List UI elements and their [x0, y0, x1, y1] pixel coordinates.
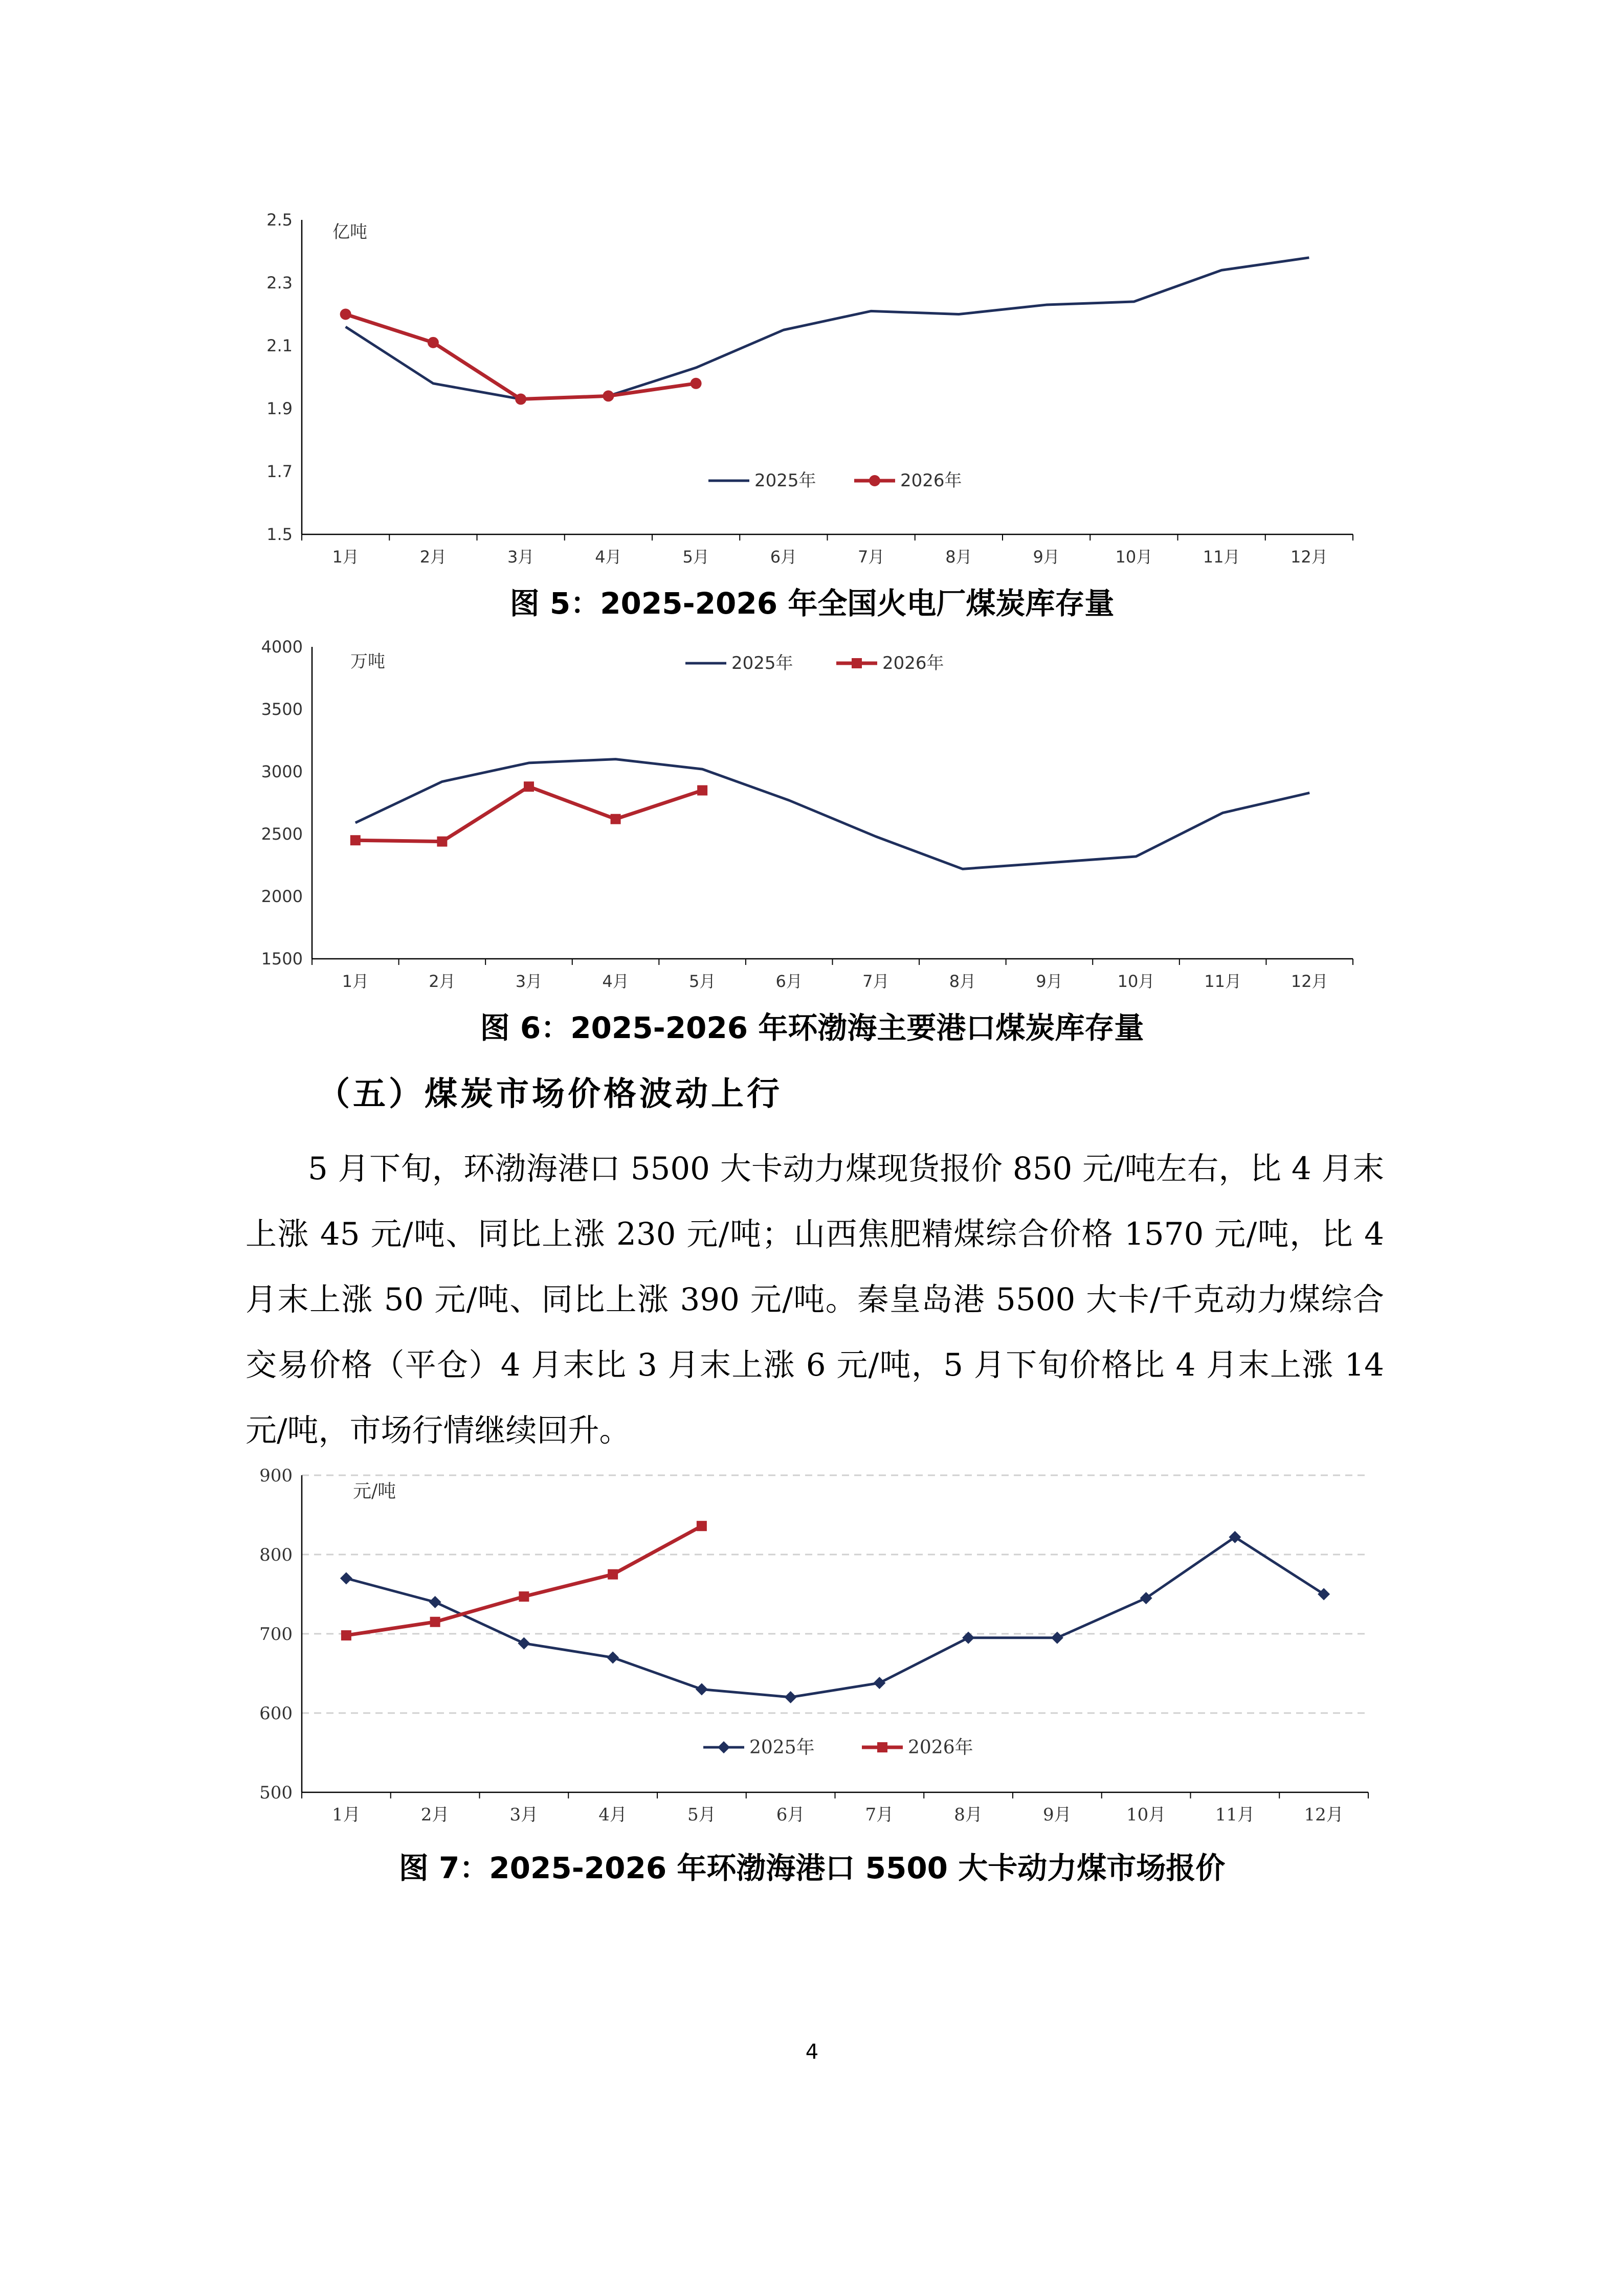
- y-tick-label: 600: [259, 1703, 293, 1724]
- x-tick-label: 12月: [1304, 1805, 1344, 1825]
- x-tick-label: 3月: [509, 1805, 539, 1825]
- chart-coal-price: [235, 1462, 1412, 1851]
- x-tick-label: 6月: [776, 1805, 805, 1825]
- x-tick-label: 5月: [688, 972, 716, 991]
- x-tick-label: 9月: [1033, 547, 1060, 567]
- x-tick-label: 7月: [862, 972, 889, 991]
- data-point: [340, 309, 351, 320]
- series-line: [355, 759, 1309, 869]
- figure-5-caption: 图 5：2025-2026 年全国火电厂煤炭库存量: [509, 586, 1115, 621]
- x-tick-label: 1月: [342, 972, 369, 991]
- x-tick-label: 10月: [1115, 547, 1153, 567]
- x-tick-label: 11月: [1204, 972, 1241, 991]
- data-point: [350, 835, 361, 845]
- legend-label: 2026年: [908, 1737, 973, 1758]
- x-tick-label: 4月: [595, 547, 622, 567]
- x-tick-label: 9月: [1043, 1805, 1072, 1825]
- legend-label: 2026年: [882, 653, 944, 674]
- x-tick-label: 7月: [857, 547, 885, 567]
- legend-label: 2025年: [731, 653, 793, 674]
- series-line: [346, 1537, 1324, 1697]
- page-number: 4: [805, 2040, 819, 2064]
- series-line: [346, 1526, 702, 1635]
- x-tick-label: 10月: [1117, 972, 1155, 991]
- paragraph-line: 5 月下旬，环渤海港口 5500 大卡动力煤现货报价 850 元/吨左右，比 4 月末: [308, 1151, 1384, 1187]
- x-tick-label: 3月: [507, 547, 535, 567]
- legend-label: 2025年: [749, 1737, 815, 1758]
- series-line: [346, 314, 696, 399]
- data-point: [603, 390, 614, 401]
- x-tick-label: 6月: [775, 972, 803, 991]
- x-tick-label: 11月: [1203, 547, 1240, 567]
- data-point: [877, 1742, 887, 1752]
- data-point: [430, 1617, 440, 1627]
- body-paragraph: [246, 1136, 1384, 1464]
- paragraph-line: 月末上涨 50 元/吨、同比上涨 390 元/吨。秦皇岛港 5500 大卡/千克动力煤综合: [246, 1281, 1384, 1318]
- data-point: [518, 1637, 530, 1650]
- y-tick-label: 900: [259, 1465, 293, 1486]
- unit-label: 元/吨: [353, 1481, 396, 1502]
- data-point: [524, 781, 534, 792]
- paragraph-line: 元/吨，市场行情继续回升。: [246, 1412, 631, 1449]
- paragraph-line: 交易价格（平仓）4 月末比 3 月末上涨 6 元/吨，5 月下旬价格比 4 月末上涨 14: [246, 1347, 1384, 1383]
- data-point: [718, 1741, 730, 1753]
- data-point: [340, 1572, 352, 1585]
- x-tick-label: 8月: [954, 1805, 983, 1825]
- legend-label: 2026年: [900, 470, 962, 491]
- data-point: [341, 1630, 351, 1640]
- x-tick-label: 4月: [602, 972, 629, 991]
- y-tick-label: 1.5: [266, 525, 293, 545]
- x-tick-label: 6月: [770, 547, 797, 567]
- x-tick-label: 9月: [1036, 972, 1063, 991]
- figure-7-caption: 图 7：2025-2026 年环渤海港口 5500 大卡动力煤市场报价: [398, 1851, 1226, 1885]
- data-point: [1318, 1588, 1330, 1601]
- y-tick-label: 2000: [261, 887, 303, 907]
- y-tick-label: 3500: [261, 700, 303, 719]
- x-tick-label: 8月: [949, 972, 976, 991]
- x-tick-label: 2月: [429, 972, 456, 991]
- y-tick-label: 4000: [261, 637, 303, 657]
- x-tick-label: 5月: [687, 1805, 716, 1825]
- x-tick-label: 8月: [945, 547, 972, 567]
- y-tick-label: 1.7: [266, 462, 293, 482]
- data-point: [869, 475, 880, 486]
- data-point: [611, 814, 621, 824]
- x-tick-label: 4月: [598, 1805, 627, 1825]
- x-tick-label: 3月: [515, 972, 543, 991]
- y-tick-label: 1500: [261, 949, 303, 969]
- x-tick-label: 2月: [420, 1805, 450, 1825]
- y-tick-label: 700: [259, 1624, 293, 1645]
- chart-port-coal-stock: [235, 634, 1412, 1012]
- y-tick-label: 2.1: [266, 336, 293, 356]
- data-point: [437, 837, 447, 847]
- data-point: [873, 1677, 885, 1689]
- x-tick-label: 7月: [865, 1805, 894, 1825]
- x-tick-label: 2月: [419, 547, 447, 567]
- data-point: [429, 1596, 441, 1608]
- y-tick-label: 2500: [261, 824, 303, 844]
- data-point: [852, 658, 862, 668]
- figure-6-caption: 图 6：2025-2026 年环渤海主要港口煤炭库存量: [480, 1010, 1144, 1045]
- paragraph-line: 上涨 45 元/吨、同比上涨 230 元/吨；山西焦肥精煤综合价格 1570 元/吨，比 4: [246, 1216, 1384, 1252]
- y-tick-label: 1.9: [266, 399, 293, 419]
- section-heading: （五）煤炭市场价格波动上行: [317, 1075, 783, 1113]
- series-line: [355, 786, 702, 841]
- data-point: [607, 1652, 619, 1664]
- y-tick-label: 3000: [261, 762, 303, 782]
- y-tick-label: 2.5: [266, 210, 293, 230]
- unit-label: 亿吨: [332, 222, 367, 242]
- x-tick-label: 1月: [332, 547, 359, 567]
- x-tick-label: 12月: [1291, 972, 1328, 991]
- data-point: [608, 1569, 618, 1580]
- y-tick-label: 2.3: [266, 273, 293, 293]
- x-tick-label: 1月: [332, 1805, 361, 1825]
- data-point: [697, 1521, 707, 1531]
- x-tick-label: 12月: [1291, 547, 1328, 567]
- data-point: [428, 337, 439, 348]
- legend-label: 2025年: [754, 470, 816, 491]
- data-point: [785, 1691, 797, 1703]
- data-point: [962, 1632, 974, 1644]
- x-tick-label: 10月: [1126, 1805, 1166, 1825]
- x-tick-label: 11月: [1215, 1805, 1255, 1825]
- y-tick-label: 500: [259, 1782, 293, 1803]
- chart-thermal-coal-stock: [235, 205, 1412, 588]
- data-point: [696, 1683, 708, 1696]
- y-tick-label: 800: [259, 1544, 293, 1565]
- data-point: [691, 378, 702, 389]
- data-point: [697, 785, 707, 796]
- x-tick-label: 5月: [682, 547, 709, 567]
- data-point: [519, 1591, 529, 1602]
- data-point: [515, 394, 526, 405]
- unit-label: 万吨: [350, 651, 385, 672]
